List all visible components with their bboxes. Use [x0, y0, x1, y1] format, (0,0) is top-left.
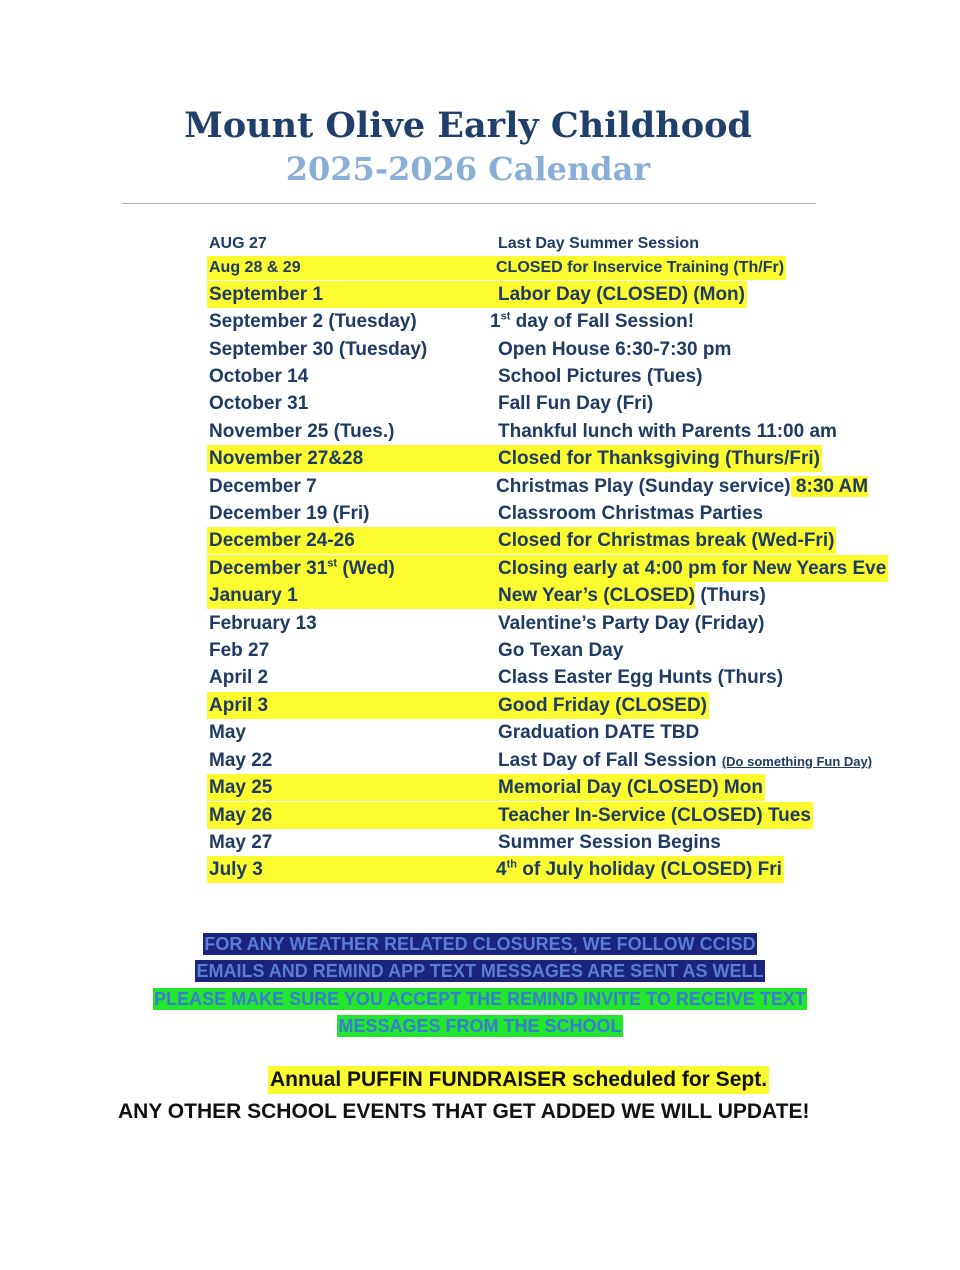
event-date: May 27 [209, 832, 273, 853]
event-description: Open House 6:30-7:30 pm [498, 339, 732, 360]
calendar-row [0, 582, 960, 609]
calendar-row [0, 692, 960, 719]
calendar-row [0, 856, 960, 883]
event-description: Classroom Christmas Parties [498, 503, 764, 524]
event-description: Teacher In-Service (CLOSED) Tues [498, 805, 811, 826]
calendar-row [0, 555, 960, 582]
event-date: April 3 [209, 695, 269, 716]
event-suffix: th [506, 858, 517, 871]
event-date: December 31st (Wed) [209, 557, 395, 579]
calendar-row [0, 719, 960, 746]
notice-line-3: PLEASE MAKE SURE YOU ACCEPT THE REMIND INVITE TO RECEIVE TEXT [154, 989, 806, 1009]
event-date: September 2 (Tuesday) [209, 311, 417, 332]
event-date: May 22 [209, 750, 273, 771]
event-description: Go Texan Day [498, 640, 624, 661]
event-date: April 2 [209, 667, 269, 688]
event-suffix: st [500, 310, 511, 323]
event-description: Fall Fun Day (Fri) [498, 393, 654, 414]
event-date: October 31 [209, 393, 309, 414]
calendar-row [0, 418, 960, 445]
calendar-row [0, 664, 960, 691]
event-description: Thankful lunch with Parents 11:00 am [498, 421, 837, 442]
event-date: December 24-26 [209, 530, 355, 551]
event-description: Closed for Thanksgiving (Thurs/Fri) [498, 448, 820, 469]
calendar-row [0, 232, 960, 256]
event-description: CLOSED for Inservice Training (Th/Fr) [496, 259, 785, 276]
event-date: Aug 28 & 29 [209, 259, 301, 276]
notice-remind [0, 958, 960, 985]
notice-line-1: FOR ANY WEATHER RELATED CLOSURES, WE FOLLOW CCISD [204, 934, 756, 954]
event-description: Graduation DATE TBD [498, 722, 700, 743]
fundraiser-note: Annual PUFFIN FUNDRAISER scheduled for Sept. [268, 1066, 769, 1094]
event-description: Summer Session Begins [498, 832, 721, 853]
notice-line-4: MESSAGES FROM THE SCHOOL [338, 1016, 622, 1036]
calendar-row [0, 473, 960, 500]
event-description: School Pictures (Tues) [498, 366, 703, 387]
calendar-row [0, 637, 960, 664]
calendar-row [0, 610, 960, 637]
calendar-row [0, 256, 960, 280]
event-date: November 25 (Tues.) [209, 421, 395, 442]
event-description: Labor Day (CLOSED) (Mon) [498, 284, 745, 305]
calendar-row [0, 308, 960, 335]
event-description: Closing early at 4:00 pm for New Years Eve [498, 558, 887, 579]
event-date: October 14 [209, 366, 309, 387]
calendar-row [0, 802, 960, 829]
event-description: Valentine’s Party Day (Friday) [498, 613, 765, 634]
calendar-row [0, 527, 960, 554]
event-description: Closed for Christmas break (Wed-Fri) [498, 530, 835, 551]
calendar-row [0, 390, 960, 417]
notice-invite-cont [0, 1013, 960, 1040]
event-date: December 7 [209, 476, 317, 497]
event-date: February 13 [209, 613, 317, 634]
calendar-row [0, 829, 960, 856]
calendar-row [0, 281, 960, 308]
event-tail: (Thurs) [695, 585, 766, 606]
event-date: December 19 (Fri) [209, 503, 370, 524]
page-subtitle: 2025-2026 Calendar [285, 150, 651, 188]
event-date: July 3 [209, 859, 263, 880]
calendar-row [0, 747, 960, 774]
event-date: September 30 (Tuesday) [209, 339, 428, 360]
event-description: 1st day of Fall Session! [490, 310, 695, 332]
event-date: November 27&28 [209, 448, 364, 469]
calendar-row [0, 363, 960, 390]
divider [122, 203, 816, 204]
event-date: January 1 [209, 585, 298, 606]
calendar-row [0, 336, 960, 363]
event-date: May 25 [209, 777, 273, 798]
calendar-row [0, 774, 960, 801]
event-date: May [209, 722, 246, 743]
calendar-row [0, 445, 960, 472]
event-description: Memorial Day (CLOSED) Mon [498, 777, 763, 798]
notice-invite [0, 986, 960, 1013]
event-description: Christmas Play (Sunday service) 8:30 AM [496, 476, 869, 497]
event-description: 4th of July holiday (CLOSED) Fri [496, 858, 782, 880]
notice-line-2: EMAILS AND REMIND APP TEXT MESSAGES ARE SENT AS WELL [196, 961, 764, 981]
page-title: Mount Olive Early Childhood [184, 105, 752, 146]
update-note: ANY OTHER SCHOOL EVENTS THAT GET ADDED WE WILL UPDATE! [118, 1100, 810, 1123]
calendar-row [0, 500, 960, 527]
event-note: (Do something Fun Day) [721, 754, 873, 769]
event-date: AUG 27 [209, 235, 267, 252]
event-date: May 26 [209, 805, 273, 826]
event-description: Last Day of Fall Session (Do something Fun Day) [498, 750, 873, 771]
event-date: Feb 27 [209, 640, 270, 661]
event-description: Last Day Summer Session [498, 235, 699, 252]
event-date: September 1 [209, 284, 324, 305]
notice-weather [0, 931, 960, 958]
event-description: Good Friday (CLOSED) [498, 695, 707, 716]
event-time-highlight: 8:30 AM [790, 476, 869, 497]
event-description: Class Easter Egg Hunts (Thurs) [498, 667, 784, 688]
date-suffix: st [327, 557, 338, 570]
event-description: New Year’s (CLOSED) (Thurs) [498, 585, 766, 606]
